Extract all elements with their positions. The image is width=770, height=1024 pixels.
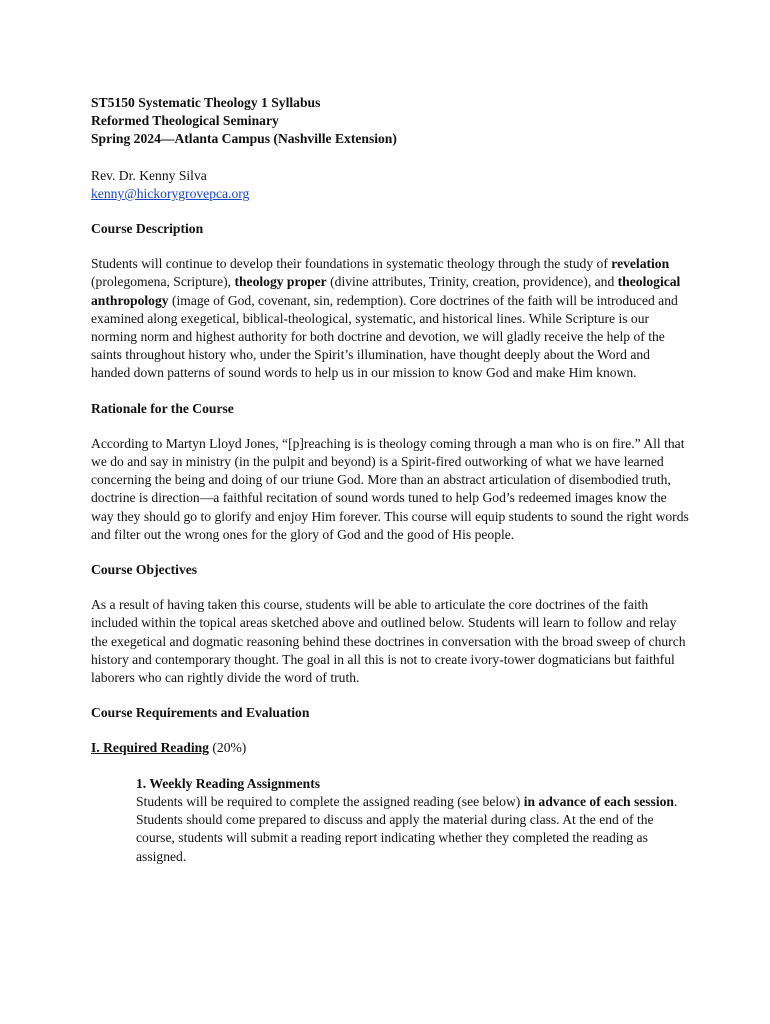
instructor-email-link[interactable]: kenny@hickorygrovepca.org: [91, 185, 250, 201]
document-body: [91, 94, 691, 866]
rationale-heading: Rationale for the Course: [91, 400, 234, 416]
term-campus: Spring 2024—Atlanta Campus (Nashville Extension): [91, 131, 397, 147]
instructor-block: [91, 167, 691, 203]
course-description-heading: Course Description: [91, 221, 204, 237]
weekly-reading-item: [136, 775, 691, 866]
syllabus-header: [91, 94, 691, 149]
instructor-name: Rev. Dr. Kenny Silva: [91, 167, 207, 183]
seminary-name: Reformed Theological Seminary: [91, 113, 279, 129]
course-title: ST5150 Systematic Theology 1 Syllabus: [91, 95, 321, 110]
course-description-text: Students will continue to develop their foundations in systematic theology through the study of revelation (prolegomena, Scripture), theology proper (divine attributes, Trinity, creation, providence), and theological anthropology (image of God, covenant, sin, redemption). Core doctrines of the faith will be introduced and examined along exegetical, biblical-theological, systematic, and historical lines. While Scripture is our norming norm and highest authority for both doctrine and devotion, we will gladly receive the help of the saints throughout history who, under the Spirit’s illumination, have thought deeply about the Word and handed down patterns of sound words to help us in our mission to know God and make Him known.: [91, 256, 681, 381]
requirements-heading: Course Requirements and Evaluation: [91, 705, 310, 721]
objectives-heading: Course Objectives: [91, 562, 198, 578]
objectives-text: As a result of having taken this course, students will be able to articulate the core doctrines of the faith included within the topical areas sketched above and outlined below. Students will learn to follow and relay the exegetical and dogmatic reasoning behind these doctrines in conversation with the broad sweep of church history and contemporary thought. The goal in all this is not to create ivory-tower dogmaticians but faithful laborers who can rightly divide the word of truth.: [91, 597, 686, 686]
rationale-text: According to Martyn Lloyd Jones, “[p]reaching is is theology coming through a man who is on fire.” All that we do and say in ministry (in the pulpit and beyond) is a Spirit-fired outworking of what we have learned concerning the being and doing of our triune God. More than an abstract articulation of disembodied truth, doctrine is direction—a faithful recitation of sound words tuned to help God’s redeemed images know the way they should go to glorify and enjoy Him forever. This course will equip students to sound the right words and filter out the wrong ones for the glory of God and the good of His people.: [91, 435, 689, 542]
weekly-reading-text: Students will be required to complete the assigned reading (see below) in advance of each session. Students should come prepared to discuss and apply the material during class. At the end of the course, students will submit a reading report indicating whether they completed the reading as assigned.: [136, 793, 678, 864]
required-reading-section-title: I. Required Reading (20%): [91, 740, 247, 756]
weekly-reading-title: 1. Weekly Reading Assignments: [136, 775, 321, 791]
